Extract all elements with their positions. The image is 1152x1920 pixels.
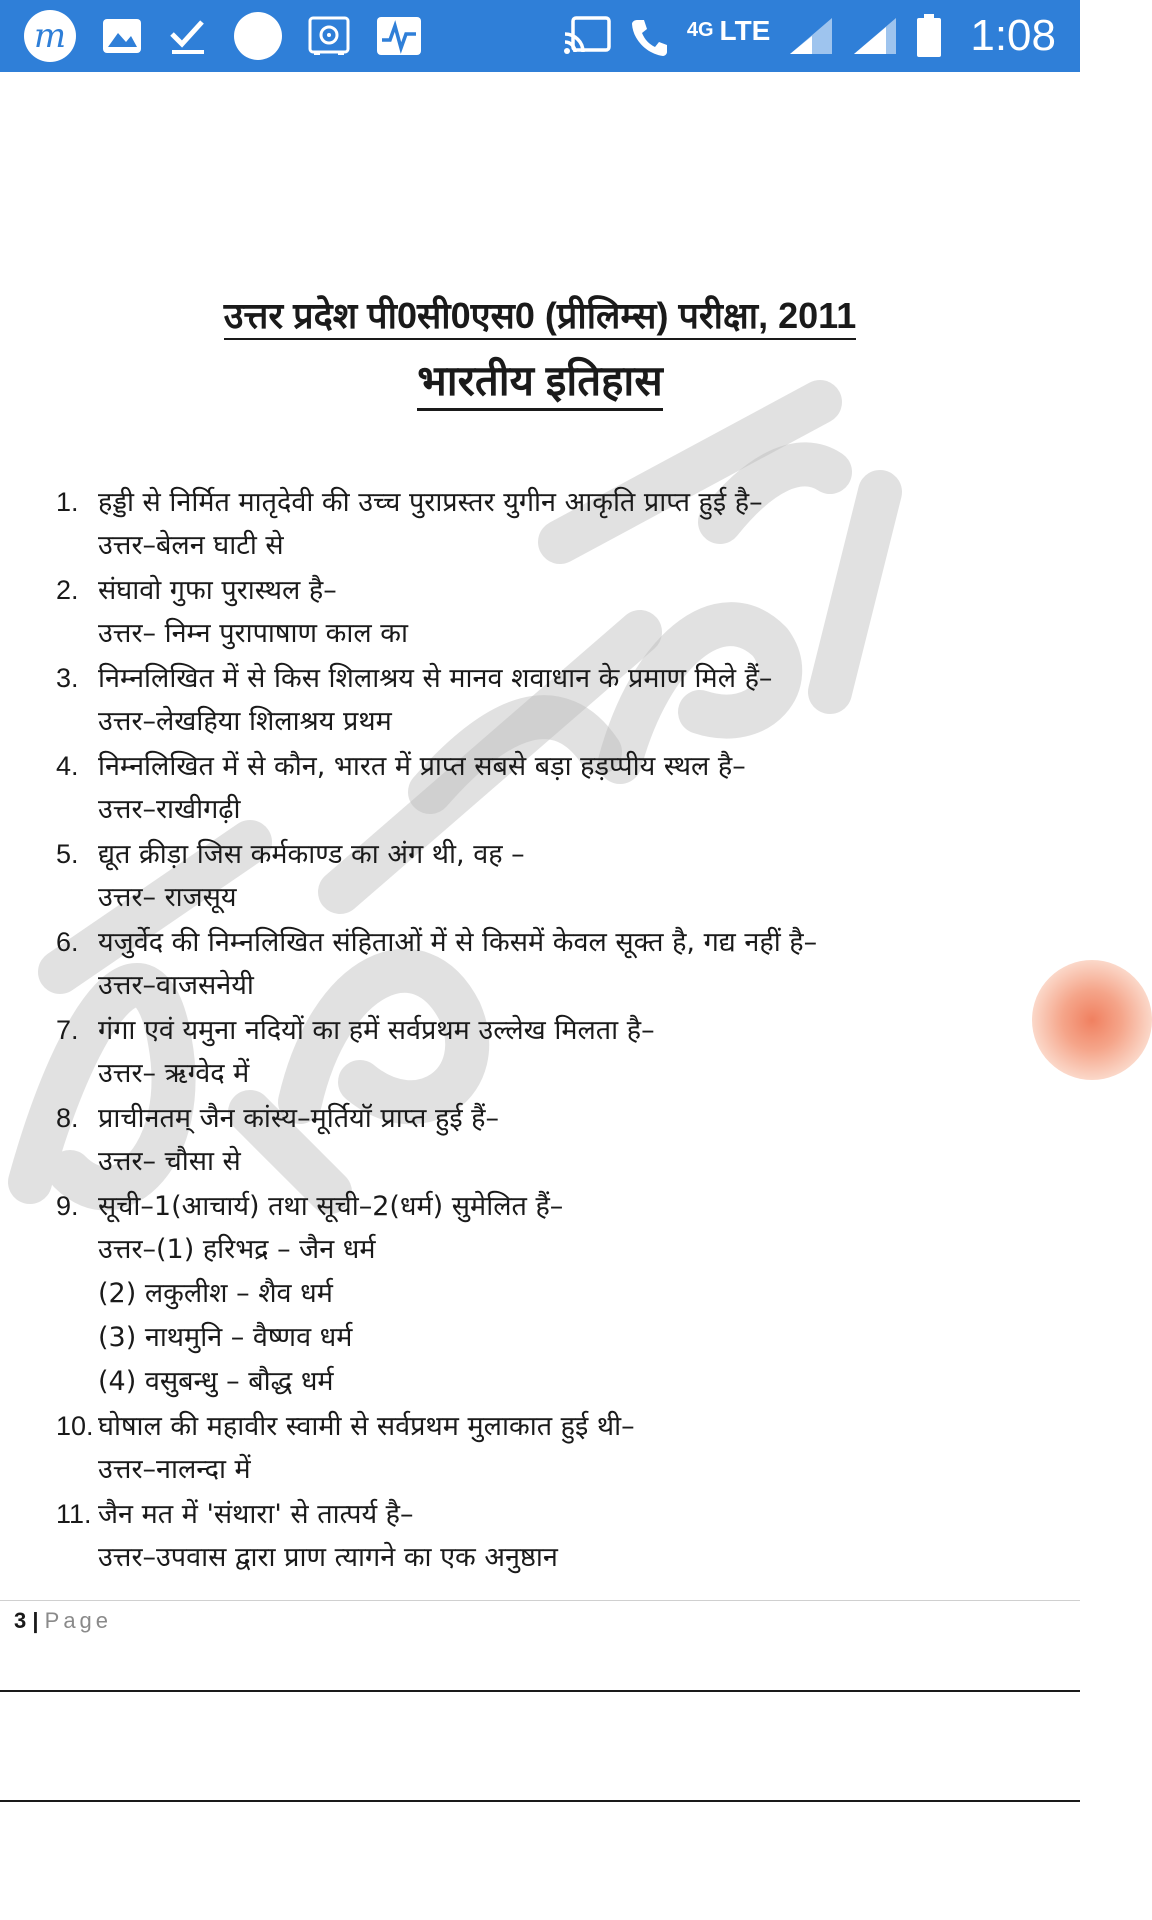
answer-2: उत्तर– निम्न पुरापाषाण काल का [98,618,408,649]
answer-5: उत्तर– राजसूय [98,882,237,913]
circle-icon [234,12,282,60]
question-5: 5. द्यूत क्रीड़ा जिस कर्मकाण्ड का अंग थी, वह – [56,839,525,870]
answer-10: उत्तर–नालन्दा में [98,1454,251,1485]
checkmark-icon [168,16,208,56]
signal-icon [788,16,834,56]
battery-icon [916,14,942,58]
signal-icon [852,16,898,56]
clock-time: 1:08 [970,11,1056,60]
footer-divider [0,1600,1080,1601]
question-3: 3. निम्नलिखित में से किस शिलाश्रय से मानव शवाधान के प्रमाण मिले हैं– [56,663,773,694]
page-separator-bottom [0,1800,1080,1802]
answer-9-line-1: उत्तर–(1) हरिभद्र – जैन धर्म [98,1234,376,1265]
answer-9-line-3: (3) नाथमुनि – वैष्णव धर्म [98,1322,353,1353]
question-2: 2. संघावो गुफा पुरास्थल है– [56,575,337,606]
question-11: 11. जैन मत में 'संथारा' से तात्पर्य है– [56,1499,414,1530]
answer-9-line-2: (2) लकुलीश – शैव धर्म [98,1278,333,1309]
document-title: उत्तर प्रदेश पी0सी0एस0 (प्रीलिम्स) परीक्षा, 2011 [0,294,1080,337]
activity-icon [376,16,422,56]
question-4: 4. निम्नलिखित में से कौन, भारत में प्राप्त सबसे बड़ा हड़प्पीय स्थल है– [56,751,746,782]
status-bar [0,0,1080,72]
page-separator-top [0,1690,1080,1692]
answer-6: उत्तर–वाजसनेयी [98,970,254,1001]
floating-bubble-handle[interactable] [1032,960,1152,1080]
image-icon [102,18,142,54]
question-list [56,480,1056,1580]
page-footer: 3 | Page [14,1608,113,1633]
question-6: 6. यजुर्वेद की निम्नलिखित संहिताओं में से किसमें केवल सूक्त है, गद्य नहीं है– [56,927,818,958]
app-m-icon: m [24,10,76,62]
question-10: 10. घोषाल की महावीर स्वामी से सर्वप्रथम मुलाकात हुई थी– [56,1411,635,1442]
cast-icon [563,16,611,56]
answer-1: उत्तर–बेलन घाटी से [98,530,284,561]
answer-7: उत्तर– ऋग्वेद में [98,1058,250,1089]
answer-8: उत्तर– चौसा से [98,1146,241,1177]
network-indicator: 4G LTE [686,15,771,46]
question-8: 8. प्राचीनतम् जैन कांस्य–मूर्तियॉ प्राप्त हुई हैं– [56,1103,500,1134]
document-subtitle: भारतीय इतिहास [0,356,1080,406]
question-7: 7. गंगा एवं यमुना नदियों का हमें सर्वप्रथम उल्लेख मिलता है– [56,1015,655,1046]
answer-3: उत्तर–लेखहिया शिलाश्रय प्रथम [98,706,392,737]
answer-9-line-4: (4) वसुबन्धु – बौद्ध धर्म [98,1366,334,1397]
question-9: 9. सूची–1(आचार्य) तथा सूची–2(धर्म) सुमेलित हैं– [56,1191,564,1222]
volte-call-icon [629,14,669,58]
safe-icon [308,16,350,56]
question-1: 1. हड्डी से निर्मित मातृदेवी की उच्च पुराप्रस्तर युगीन आकृति प्राप्त हुई है– [56,487,763,518]
answer-11: उत्तर–उपवास द्वारा प्राण त्यागने का एक अनुष्ठान [98,1542,558,1573]
document-page[interactable] [0,72,1080,1633]
answer-4: उत्तर–राखीगढ़ी [98,794,241,825]
